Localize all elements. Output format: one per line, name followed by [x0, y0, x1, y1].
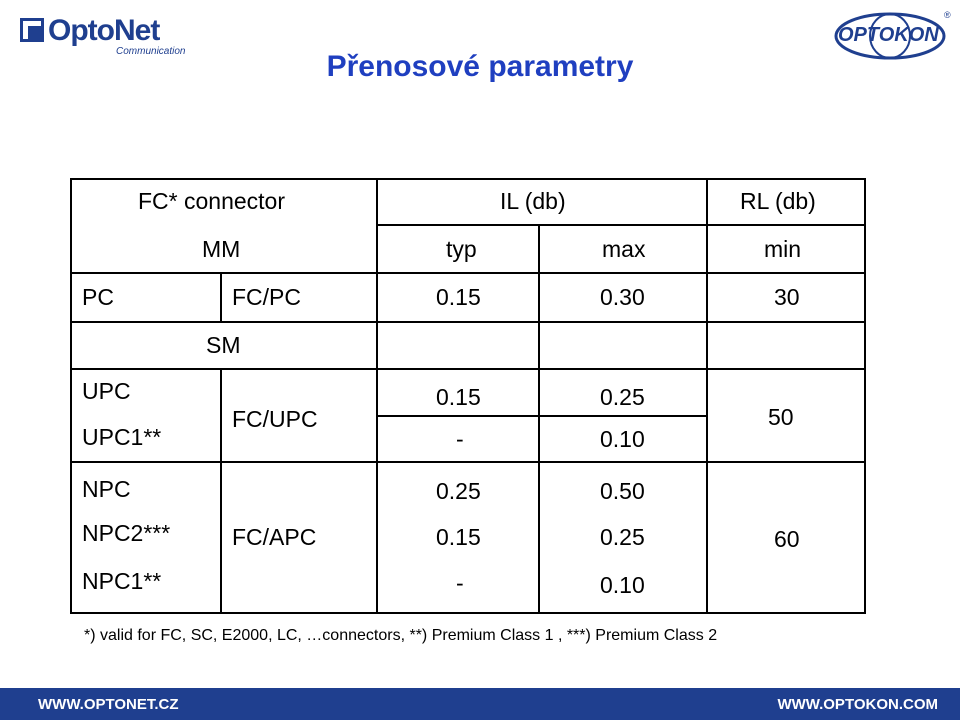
optonet-logo-icon [20, 18, 44, 42]
pc-typ: 0.15 [436, 284, 481, 310]
footer-bar [0, 688, 960, 720]
optonet-logo [20, 14, 186, 57]
row-divider [72, 461, 866, 463]
header-rl: RL (db) [740, 188, 816, 214]
npc-max: 0.50 [600, 478, 645, 504]
npc2-typ: 0.15 [436, 524, 481, 550]
column-divider [706, 180, 708, 614]
npc-label: NPC [82, 476, 131, 502]
column-divider [220, 272, 222, 321]
pc-max: 0.30 [600, 284, 645, 310]
row-divider [378, 224, 866, 226]
header-max: max [602, 236, 646, 262]
upc-max: 0.25 [600, 384, 645, 410]
upc-type: FC/UPC [232, 406, 318, 432]
registered-mark: ® [944, 10, 951, 20]
header-typ: typ [446, 236, 477, 262]
header-connector: FC* connector [138, 188, 286, 214]
npc1-typ: - [456, 570, 464, 596]
footnote: *) valid for FC, SC, E2000, LC, …connectors, **) Premium Class 1 , ***) Premium Class 2 [84, 627, 718, 644]
npc1-max: 0.10 [600, 572, 645, 598]
npc-typ: 0.25 [436, 478, 481, 504]
column-divider [220, 368, 222, 614]
footer-optonet-url[interactable]: WWW.OPTONET.CZ [38, 696, 179, 713]
npc-rl: 60 [774, 526, 800, 552]
pc-type: FC/PC [232, 284, 301, 310]
npc2-max: 0.25 [600, 524, 645, 550]
parameters-table [70, 178, 866, 614]
column-divider [538, 224, 540, 614]
upc1-typ: - [456, 426, 464, 452]
npc1-label: NPC1** [82, 568, 162, 594]
pc-rl: 30 [774, 284, 800, 310]
npc-type: FC/APC [232, 524, 317, 550]
header-il: IL (db) [500, 188, 566, 214]
footer-optokon-url[interactable]: WWW.OPTOKON.COM [777, 696, 938, 713]
upc1-max: 0.10 [600, 426, 645, 452]
column-divider [376, 180, 378, 614]
upc-rl: 50 [768, 404, 794, 430]
npc2-label: NPC2*** [82, 520, 171, 546]
row-divider [72, 368, 866, 370]
optonet-logo-subtitle: Communication [116, 46, 186, 57]
header-min: min [764, 236, 802, 262]
upc-typ: 0.15 [436, 384, 481, 410]
upc-label: UPC [82, 378, 131, 404]
pc-label: PC [82, 284, 114, 310]
upc1-label: UPC1** [82, 424, 162, 450]
optokon-logo-text: OPTOKON [838, 24, 939, 46]
header-sm: SM [206, 332, 241, 358]
header-mm: MM [202, 236, 241, 262]
row-divider [72, 272, 866, 274]
optonet-logo-text: OptoNet [48, 14, 160, 47]
row-divider [72, 321, 866, 323]
row-divider [378, 415, 708, 417]
page-title: Přenosové parametry [326, 50, 634, 83]
